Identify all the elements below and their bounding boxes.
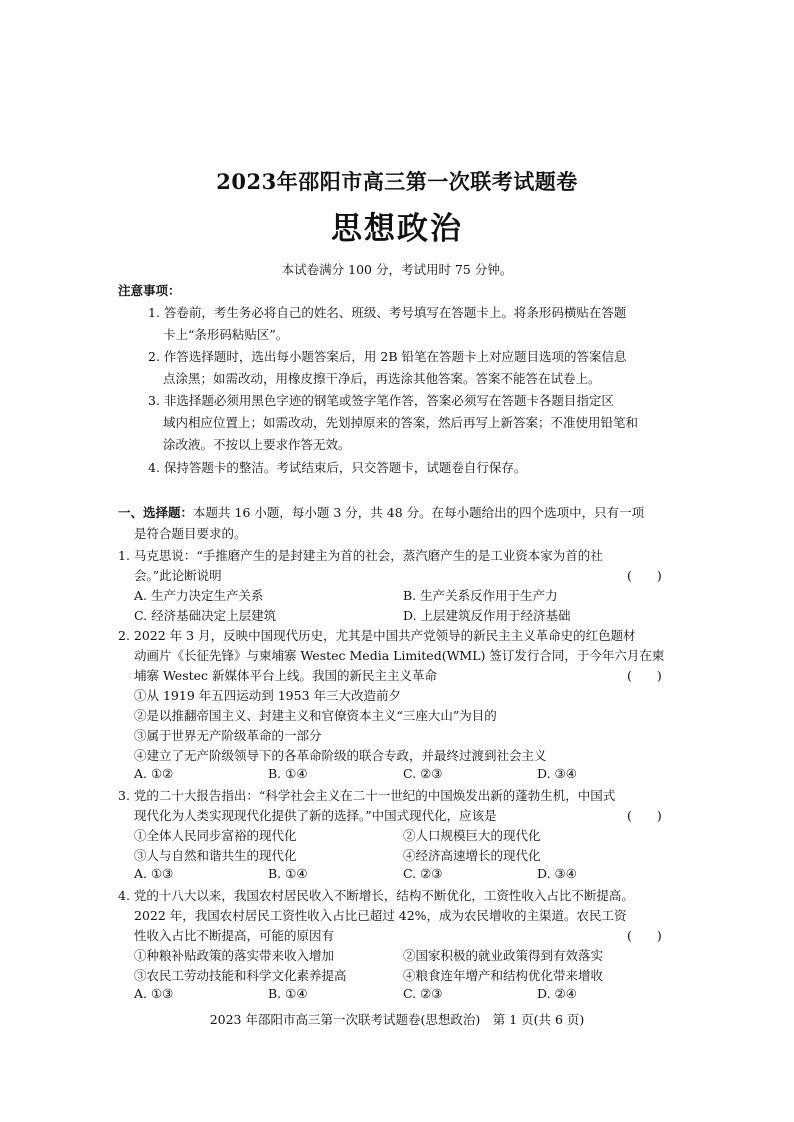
option-c: C. ②③ <box>403 986 443 1001</box>
page-footer: 2023 年邵阳市高三第一次联考试题卷(思想政治) 第 1 页(共 6 页) <box>209 1012 585 1027</box>
answer-bracket: ( ) <box>627 568 662 583</box>
statement-item: ②是以推翻帝国主义、封建主义和官僚资本主义“三座大山”为目的 <box>134 708 497 723</box>
question-1-text: 会。”此论断说明 <box>134 568 222 583</box>
option-c: C. 经济基础决定上层建筑 <box>134 608 277 623</box>
question-3-text: 现代化为人类实现现代化提供了新的选择。”中国式现代化，应该是 <box>134 808 497 823</box>
answer-bracket: ( ) <box>627 928 662 943</box>
statement-item: ②国家积极的就业政策得到有效落实 <box>403 948 604 963</box>
question-2-text: 2. 2022 年 3 月，反映中国现代历史，尤其是中国共产党领导的新民主主义革命史的红色题材 <box>118 628 636 643</box>
answer-bracket: ( ) <box>627 668 662 683</box>
option-b: B. ①④ <box>268 986 308 1001</box>
section-heading: 一、选择题： <box>118 505 194 520</box>
option-d: D. ③④ <box>537 766 577 781</box>
option-c: C. ②③ <box>403 766 443 781</box>
statement-item: ④粮食连年增产和结构优化带来增收 <box>403 968 604 983</box>
question-4-text: 4. 党的十八大以来，我国农村居民收入不断增长，结构不断优化，工资性收入占比不断提高。 <box>118 888 634 903</box>
section-text: 是符合题目要求的。 <box>134 526 247 541</box>
notice-line: 点涂黑；如需改动，用橡皮擦干净后，再选涂其他答案。答案不能答在试卷上。 <box>163 371 601 386</box>
notice-line: 1. 答卷前，考生务必将自己的姓名、班级、考号填写在答题卡上。将条形码横贴在答题 <box>148 305 627 320</box>
statement-item: ①种粮补贴政策的落实带来收入增加 <box>134 948 335 963</box>
statement-item: ①从 1919 年五四运动到 1953 年三大改造前夕 <box>134 688 402 703</box>
question-1-text: 1. 马克思说：“手推磨产生的是封建主为首的社会，蒸汽磨产生的是工业资本家为首的社 <box>118 548 603 563</box>
section-text: 本题共 16 小题，每小题 3 分，共 48 分。在每小题给出的四个选项中，只有一项 <box>193 505 645 520</box>
statement-item: ③人与自然和谐共生的现代化 <box>134 848 297 863</box>
option-a: A. ①② <box>134 766 174 781</box>
section-instructions <box>118 503 644 521</box>
statement-item: ③属于世界无产阶级革命的一部分 <box>134 728 322 743</box>
option-b: B. 生产关系反作用于生产力 <box>403 588 558 603</box>
statement-item: ④建立了无产阶级领导下的各革命阶级的联合专政，并最终过渡到社会主义 <box>134 748 547 763</box>
option-b: B. ①④ <box>268 866 308 881</box>
option-b: B. ①④ <box>268 766 308 781</box>
notice-line: 4. 保持答题卡的整洁。考试结束后，只交答题卡，试题卷自行保存。 <box>148 460 527 475</box>
question-3-text: 3. 党的二十大报告指出：“科学社会主义在二十一世纪的中国焕发出新的蓬勃生机，中国式 <box>118 788 616 803</box>
question-4-text: 性收入占比不断提高，可能的原因有 <box>134 928 335 943</box>
option-d: D. 上层建筑反作用于经济基础 <box>403 608 571 623</box>
statement-item: ③农民工劳动技能和科学文化素养提高 <box>134 968 347 983</box>
notice-line: 卡上“条形码粘贴区”。 <box>163 327 289 342</box>
notice-heading: 注意事项： <box>118 283 181 298</box>
statement-item: ④经济高速增长的现代化 <box>403 848 541 863</box>
statement-item: ②人口规模巨大的现代化 <box>403 828 541 843</box>
option-c: C. ②③ <box>403 866 443 881</box>
question-2-text: 动画片《长征先锋》与柬埔寨 Westec Media Limited(WML) 签订发行合同，于今年六月在柬 <box>134 648 665 663</box>
option-a: A. ①③ <box>134 986 174 1001</box>
option-d: D. ③④ <box>537 866 577 881</box>
answer-bracket: ( ) <box>627 808 662 823</box>
question-4-text: 2022 年，我国农村居民工资性收入占比已超过 42%，成为农民增收的主渠道。农民工资 <box>134 908 627 923</box>
notice-line: 涂改液。不按以上要求作答无效。 <box>163 437 351 452</box>
notice-line: 3. 非选择题必须用黑色字迹的钢笔或签字笔作答，答案必须写在答题卡各题目指定区 <box>148 393 614 408</box>
subject-title: 思想政治 <box>331 211 463 247</box>
exam-title: 2023年邵阳市高三第一次联考试题卷 <box>216 169 578 194</box>
notice-line: 2. 作答选择题时，选出每小题答案后，用 2B 铅笔在答题卡上对应题目选项的答案信息 <box>148 349 627 364</box>
option-a: A. 生产力决定生产关系 <box>134 588 264 603</box>
exam-info: 本试卷满分 100 分，考试用时 75 分钟。 <box>281 262 513 277</box>
notice-line: 域内相应位置上；如需改动，先划掉原来的答案，然后再写上新答案；不准使用铅笔和 <box>163 415 639 430</box>
option-a: A. ①③ <box>134 866 174 881</box>
option-d: D. ②④ <box>537 986 577 1001</box>
statement-item: ①全体人民同步富裕的现代化 <box>134 828 297 843</box>
question-2-text: 埔寨 Westec 新媒体平台上线。我国的新民主主义革命 <box>134 668 438 683</box>
